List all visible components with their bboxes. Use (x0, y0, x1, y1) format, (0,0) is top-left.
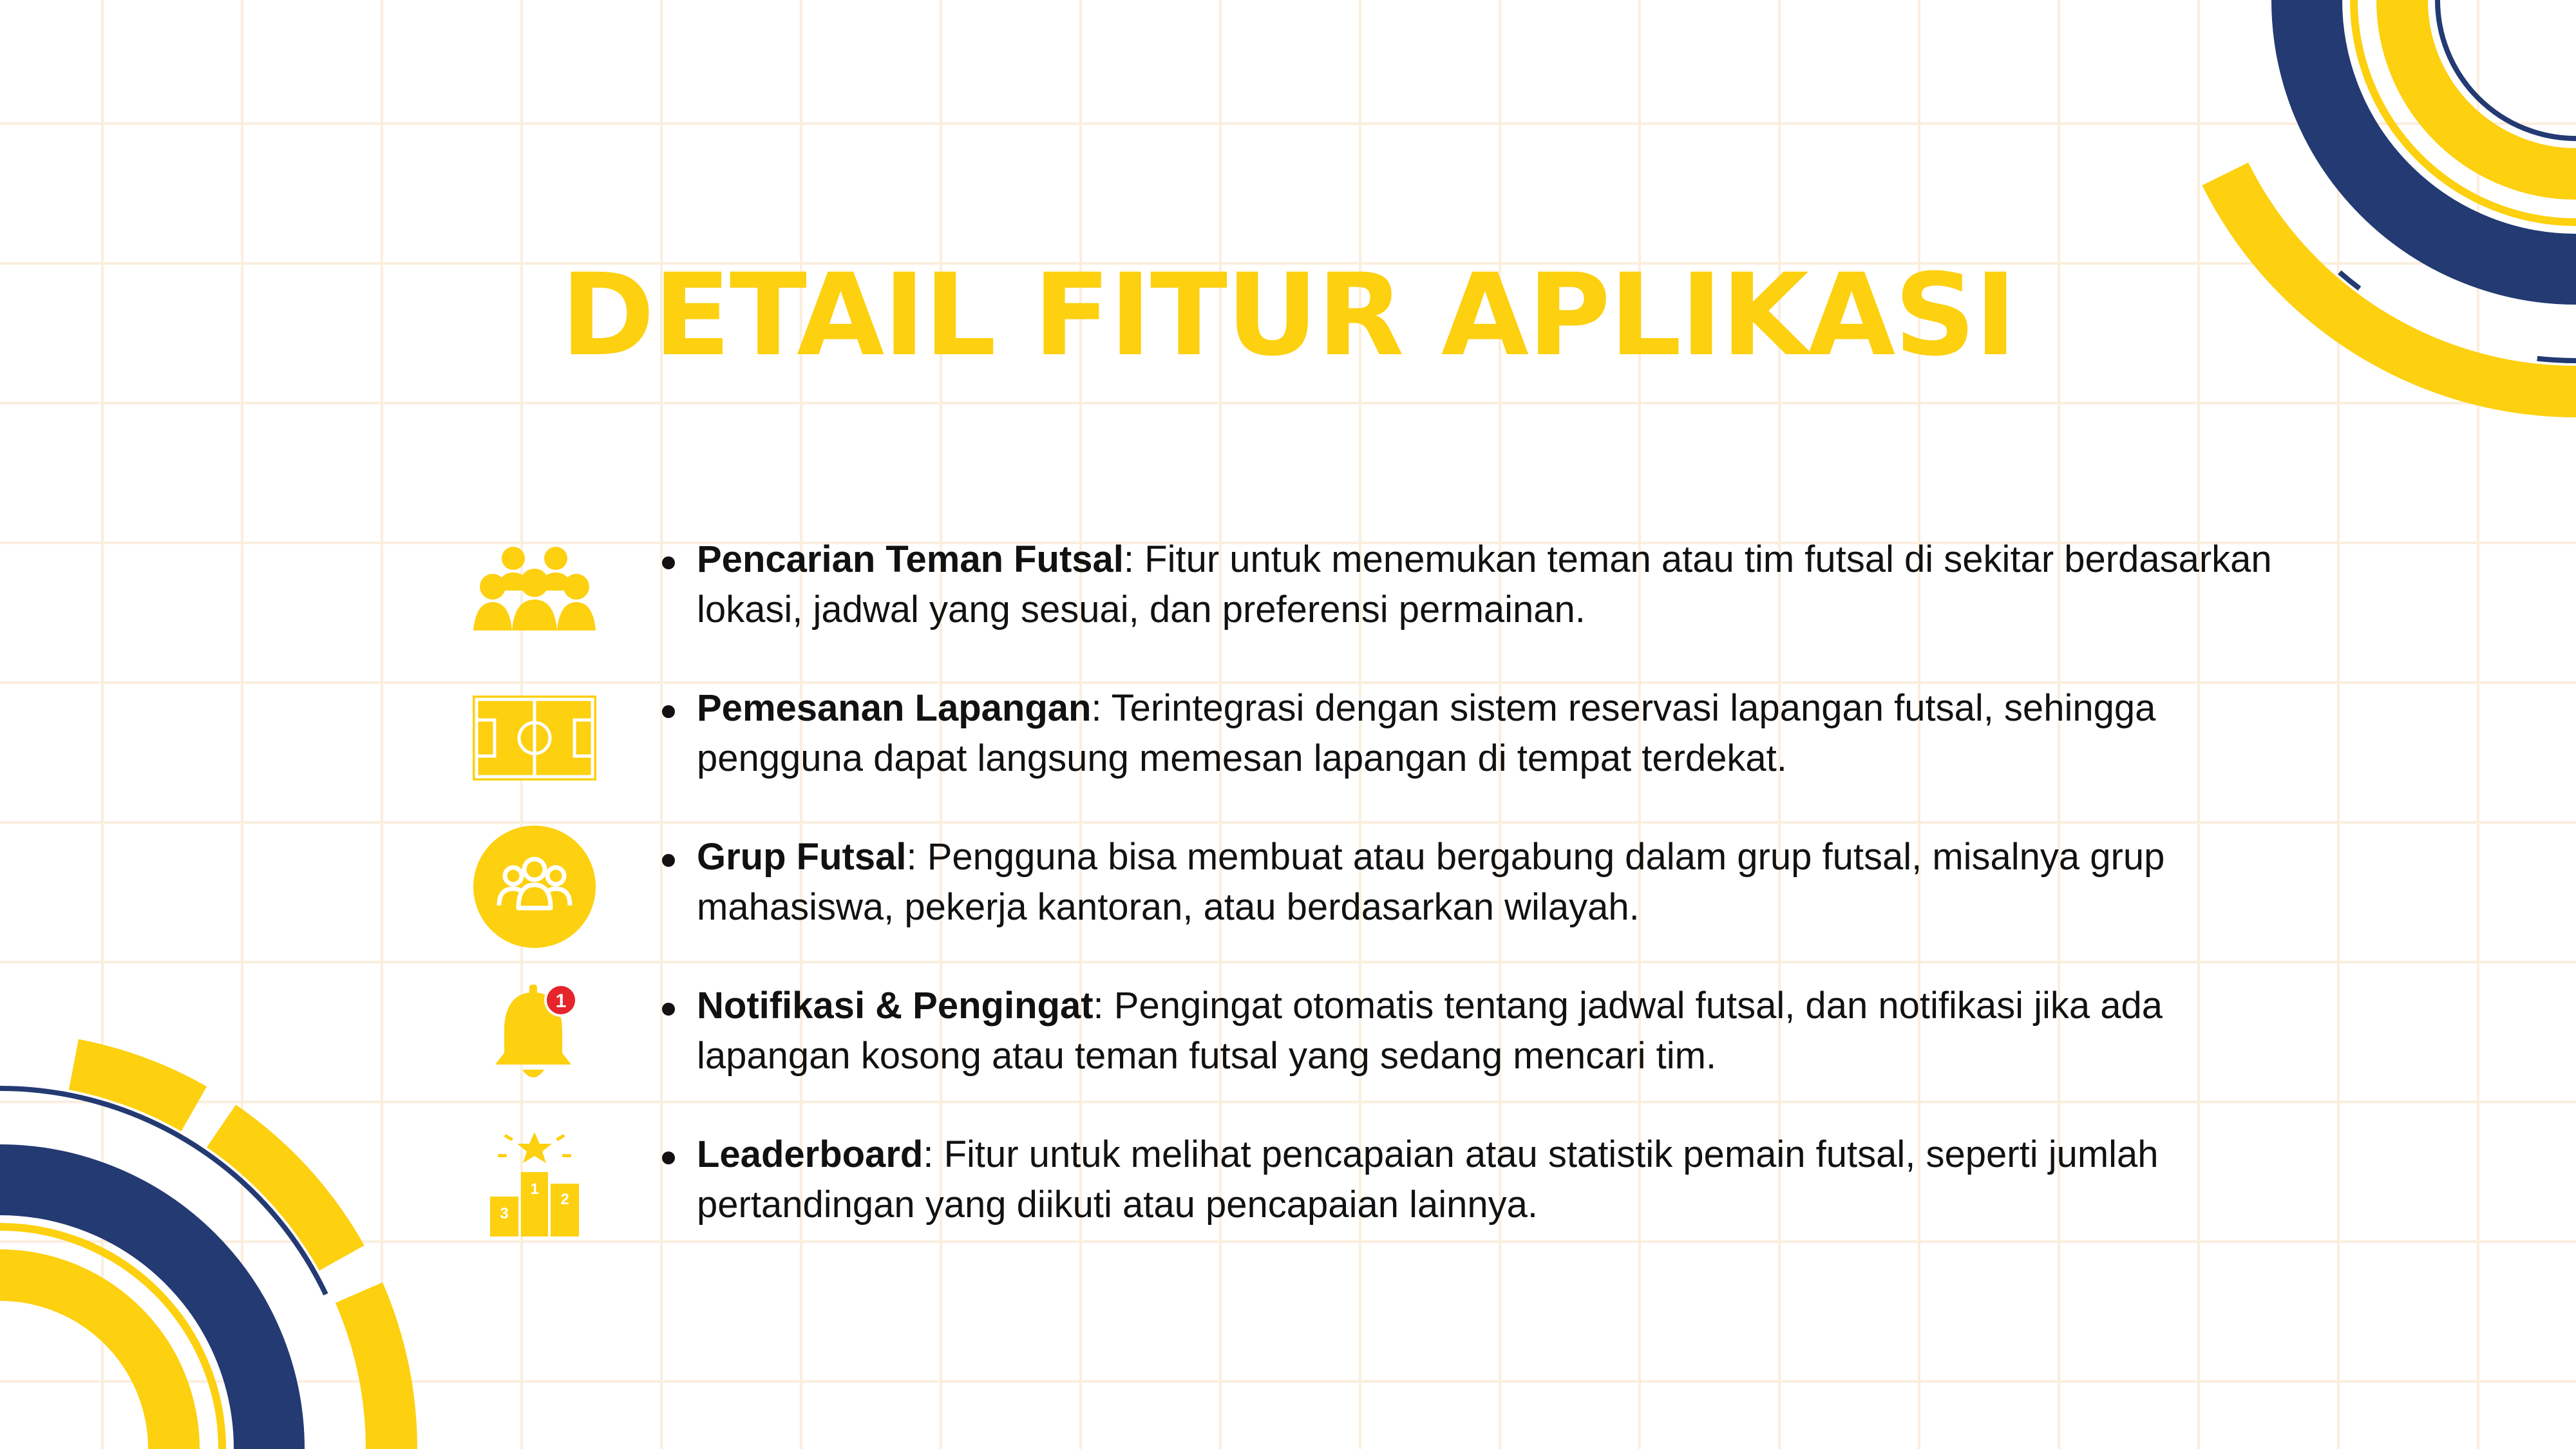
feature-body: Pengingat otomatis tentang jadwal futsal, dan notifikasi jika ada lapangan kosong atau teman futsal yang sedang mencari tim. (697, 985, 2163, 1077)
feature-item-grup-futsal (451, 832, 2293, 954)
feature-separator: : (1091, 687, 1102, 729)
feature-separator: : (923, 1133, 934, 1175)
feature-description (697, 981, 2287, 1081)
feature-description (697, 832, 2287, 933)
bullet-icon (662, 854, 675, 867)
feature-body: Terintegrasi dengan sistem reservasi lapangan futsal, sehingga pengguna dapat langsung memesan lapangan di tempat terdekat. (697, 687, 2156, 779)
feature-item-pemesanan-lapangan (451, 683, 2293, 806)
group-circle-icon (470, 832, 599, 942)
people-group-icon (470, 535, 599, 644)
feature-item-leaderboard (451, 1130, 2293, 1252)
feature-separator: : (1123, 538, 1135, 580)
feature-body: Fitur untuk melihat pencapaian atau statistik pemain futsal, seperti jumlah pertandingan yang diikuti atau pencapaian lainnya. (697, 1133, 2159, 1226)
feature-name: Notifikasi & Pengingat (697, 985, 1094, 1027)
podium-label-second: 2 (560, 1191, 569, 1208)
notification-bell-icon (470, 981, 599, 1090)
notification-badge-count: 1 (555, 990, 567, 1012)
podium-label-first: 1 (530, 1180, 539, 1198)
podium-label-third: 3 (500, 1205, 509, 1222)
feature-body: Pengguna bisa membuat atau bergabung dalam grup futsal, misalnya grup mahasiswa, pekerja kantoran, atau berdasarkan wilayah. (697, 836, 2165, 928)
podium-icon (470, 1130, 599, 1239)
feature-name: Grup Futsal (697, 836, 907, 878)
futsal-court-icon (470, 683, 599, 793)
bullet-icon (662, 1003, 675, 1016)
feature-item-notifikasi (451, 981, 2293, 1103)
bullet-icon (662, 556, 675, 569)
feature-name: Pemesanan Lapangan (697, 687, 1092, 729)
feature-body: Fitur untuk menemukan teman atau tim futsal di sekitar berdasarkan lokasi, jadwal yang sesuai, dan preferensi permainan. (697, 538, 2272, 630)
feature-item-pencarian-teman (451, 535, 2293, 657)
bullet-icon (662, 1151, 675, 1164)
feature-description (697, 1130, 2287, 1230)
feature-separator: : (1093, 985, 1104, 1027)
feature-description (697, 683, 2287, 784)
bullet-icon (662, 705, 675, 718)
feature-separator: : (906, 836, 917, 878)
feature-name: Pencarian Teman Futsal (697, 538, 1124, 580)
page-title: DETAIL FITUR APLIKASI (560, 249, 2016, 381)
feature-description (697, 535, 2287, 635)
feature-name: Leaderboard (697, 1133, 923, 1175)
